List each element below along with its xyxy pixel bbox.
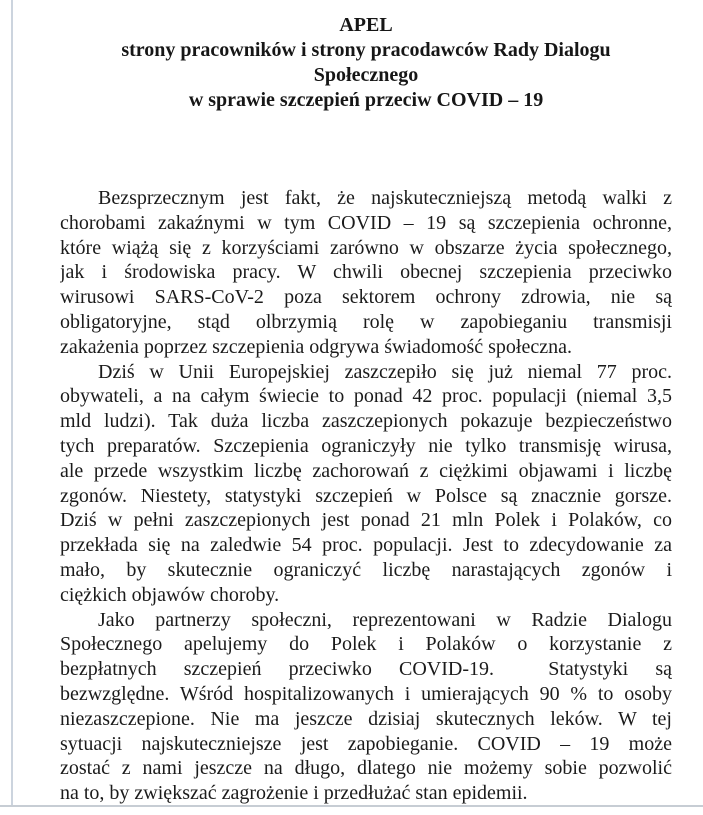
text-line: Dziś w pełni zaszczepionych jest ponad 21 mln Polek i Polaków, co bbox=[60, 509, 672, 532]
text-line: które wiążą się z korzyściami zarówno w obszarze życia społecznego, bbox=[60, 236, 672, 259]
page-left-edge bbox=[11, 0, 13, 805]
text-line: mld ludzi). Tak duża liczba zaszczepionych pokazuje bezpieczeństwo bbox=[60, 410, 672, 433]
text-line: Bezsprzecznym jest fakt, że najskuteczniejszą metodą walki z bbox=[98, 187, 672, 209]
title-line: APEL bbox=[339, 14, 393, 36]
text-line: niezaszczepione. Nie ma jeszcze dzisiaj skutecznych leków. W tej bbox=[60, 707, 672, 730]
text-line: tych preparatów. Szczepienia ograniczyły nie tylko transmisję wirusa, bbox=[60, 434, 672, 457]
text-line: obywateli, a na całym świecie to ponad 42 proc. populacji (niemal 3,5 bbox=[60, 385, 672, 408]
text-line: Społecznego apelujemy do Polek i Polaków o korzystanie z bbox=[60, 633, 672, 656]
text-line: jak i środowiska pracy. W chwili obecnej szczepienia przeciwko bbox=[60, 261, 672, 284]
text-line: wirusowi SARS-CoV-2 poza sektorem ochrony zdrowia, nie są bbox=[60, 286, 672, 309]
title-line: w sprawie szczepień przeciw COVID – 19 bbox=[188, 89, 544, 111]
text-line: przekłada się na zaledwie 54 proc. populacji. Jest to zdecydowanie za bbox=[60, 534, 672, 557]
text-line: Dziś w Unii Europejskiej zaszczepiło się już niemal 77 proc. bbox=[98, 360, 672, 383]
text-line: obligatoryjne, stąd olbrzymią rolę w zapobieganiu transmisji bbox=[60, 310, 672, 333]
text-line: bezpłatnych szczepień przeciwko COVID-19. Statystyki są bbox=[60, 658, 672, 681]
text-line: ale przede wszystkim liczbę zachorowań z ciężkimi objawami i liczbę bbox=[60, 459, 672, 482]
text-line: zostać z nami jeszcze na długo, dlatego nie możemy sobie pozwolić bbox=[60, 757, 672, 780]
text-line: chorobami zakaźnymi w tym COVID – 19 są szczepienia ochronne, bbox=[60, 211, 672, 234]
document-page bbox=[60, 13, 672, 806]
document-title bbox=[60, 13, 672, 113]
text-line: Jako partnerzy społeczni, reprezentowani w Radzie Dialogu bbox=[98, 608, 672, 631]
title-line: strony pracowników i strony pracodawców Rady Dialogu bbox=[121, 39, 611, 61]
title-line: Społecznego bbox=[313, 64, 419, 86]
text-line: na to, by zwiększać zagrożenie i przedłużać stan epidemii. bbox=[60, 782, 528, 805]
text-line: zakażenia poprzez szczepienia odgrywa świadomość społeczna. bbox=[60, 335, 572, 358]
text-line: zgonów. Niestety, statystyki szczepień w Polsce są znacznie gorsze. bbox=[60, 484, 672, 507]
text-line: ciężkich objawów choroby. bbox=[60, 583, 280, 606]
page-bottom-edge bbox=[0, 805, 703, 807]
text-line: mało, by skutecznie ograniczyć liczbę narastających zgonów i bbox=[60, 558, 672, 581]
text-line: sytuacji najskuteczniejsze jest zapobieganie. COVID – 19 może bbox=[60, 732, 672, 755]
document-body bbox=[60, 186, 672, 806]
text-line: bezwzględne. Wśród hospitalizowanych i umierających 90 % to osoby bbox=[60, 682, 672, 705]
